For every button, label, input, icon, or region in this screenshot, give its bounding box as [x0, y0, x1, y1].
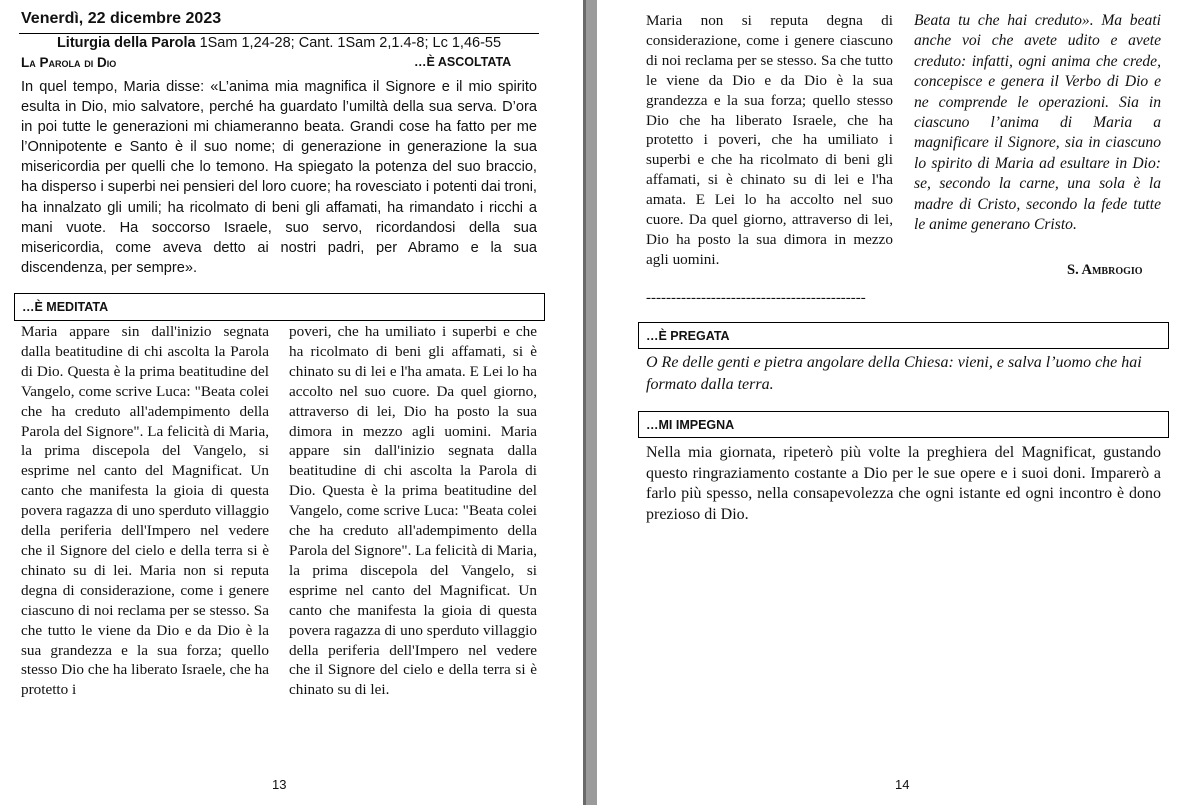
- section-meditata-label: …È MEDITATA: [22, 300, 109, 314]
- gutter-shadow: [583, 0, 586, 805]
- meditation-column-2: [289, 322, 537, 700]
- section-ascoltata: …È ASCOLTATA: [414, 55, 512, 69]
- quote-author: S. Ambrogio: [1067, 262, 1143, 278]
- section-impegna-label: …MI IMPEGNA: [646, 417, 735, 432]
- liturgy-line: [19, 33, 539, 51]
- word-title: La Parola di Dio: [21, 55, 117, 70]
- reflection-column-1: [646, 11, 893, 270]
- ambrose-quote-column: [914, 11, 1161, 235]
- left-page: [0, 0, 583, 805]
- commitment-text: Nella mia giornata, ripeterò più volte la preghiera del Magnificat, gustando questo ringraziamento costante a Dio per le sue opere e i suoi doni. Imparerò a farlo più spesso, nella consapevolezza che ogni istante ed ogni incontro è dono prezioso di Dio.: [646, 444, 1161, 523]
- meditation-text-2: poveri, che ha umiliato i superbi e che ha ricolmato di beni gli affamati, si è chinato su di lei e l'ha amata. E Lei lo ha accolto nel suo cuore. Da quel giorno, attraverso di lei, Dio ha posto la sua dimora in mezzo agli uomini. Maria appare sin dall'inizio segnata dalla beatitudine di chi ascolta la Parola di Dio. Questa è la prima beatitudine del Vangelo, come scrive Luca: "Beata colei che ha creduto all'adempimento della Parola del Signore". La felicità di Maria, la prima discepola del Vangelo, si esprime nel canto del Magnificat. Un canto che manifesta la gioia di questa povera ragazza di uno sperduto villaggio della periferia dell'Impero nel vedere che il Signore del cielo e della terra si è chinato su di lei.: [289, 323, 537, 699]
- section-pregata-box: [638, 322, 1169, 349]
- section-meditata-box: [14, 293, 545, 321]
- liturgy-references: 1Sam 1,24-28; Cant. 1Sam 2,1.4-8; Lc 1,46-55: [195, 35, 502, 51]
- meditation-column-1: [21, 322, 269, 700]
- page-number-left: 13: [272, 777, 287, 792]
- section-impegna-box: [638, 411, 1169, 438]
- separator-dashes: --------------------------------------------: [646, 290, 866, 306]
- date-heading: Venerdì, 22 dicembre 2023: [21, 10, 222, 27]
- gospel-text: In quel tempo, Maria disse: «L’anima mia magnifica il Signore e il mio spirito esulta in Dio, mio salvatore, perché ha guardato l’umiltà della sua serva. D’ora in poi tutte le generazioni mi chiameranno beata. Grandi cose ha fatto per me l’Onnipotente e Santo è il suo nome; di generazione in generazione la sua misericordia per quelli che lo temono. Ha spiegato la potenza del suo braccio, ha disperso i superbi nei pensieri del loro cuore; ha rovesciato i potenti dai troni, ha innalzato gli umili; ha ricolmato di beni gli affamati, ha rimandato i ricchi a mani vuote. Ha soccorso Israele, suo servo, ricordandosi della sua misericordia, come aveva detto ai nostri padri, per Abramo e la sua discendenza, per sempre».: [21, 79, 537, 276]
- right-page: [597, 0, 1182, 805]
- liturgy-label: Liturgia della Parola: [56, 35, 196, 51]
- page-number-right: 14: [895, 777, 910, 792]
- ambrose-quote-text: Beata tu che hai creduto». Ma beati anche voi che avete udito e avete creduto: infatti, ogni anima che crede, concepisce e genera il Verbo di Dio e ne comprende le operazioni. Sia in ciascuno l’anima di Maria a magnificare il Signore, sia in ciascuno lo spirito di Maria ad esultare in Dio: se, secondo la carne, una sola è la madre di Cristo, secondo la fede tutte le anime generano Cristo.: [914, 12, 1161, 234]
- meditation-text-1: Maria appare sin dall'inizio segnata dalla beatitudine di chi ascolta la Parola di Dio. Questa è la prima beatitudine del Vangelo, come scrive Luca: "Beata colei che ha creduto all'adempimento della Parola del Signore". La felicità di Maria, la prima discepola del Vangelo, si esprime nel canto del Magnificat. Un canto che manifesta la gioia di questa povera ragazza di uno sperduto villaggio della periferia dell'Impero nel vedere che il Signore del cielo e della terra si è chinato su di lei. Maria non si reputa degna di considerazione, come i genere ciascuno di noi reclama per se stesso. Sa che tutto le viene da Dio e da Dio è la sua grandezza e la sua forza; quello stesso Dio che ha liberato Israele, che ha protetto i: [21, 323, 269, 699]
- reflection-text-1: Maria non si reputa degna di considerazione, come i genere ciascuno di noi reclama per se stesso. Sa che tutto le viene da Dio e da Dio è la sua grandezza e la sua forza; quello stesso Dio che ha liberato Israele, che ha protetto i poveri, che ha umiliato i superbi e che ha ricolmato di beni gli affamati, si è chinato su di lei e l'ha amata. E Lei lo ha accolto nel suo cuore. Da quel giorno, attraverso di lei, Dio ha posto la sua dimora in mezzo agli uomini.: [646, 12, 893, 268]
- prayer-text: O Re delle genti e pietra angolare della Chiesa: vieni, e salva l’uomo che hai formato dalla terra.: [646, 354, 1142, 393]
- section-pregata-label: …È PREGATA: [646, 328, 730, 343]
